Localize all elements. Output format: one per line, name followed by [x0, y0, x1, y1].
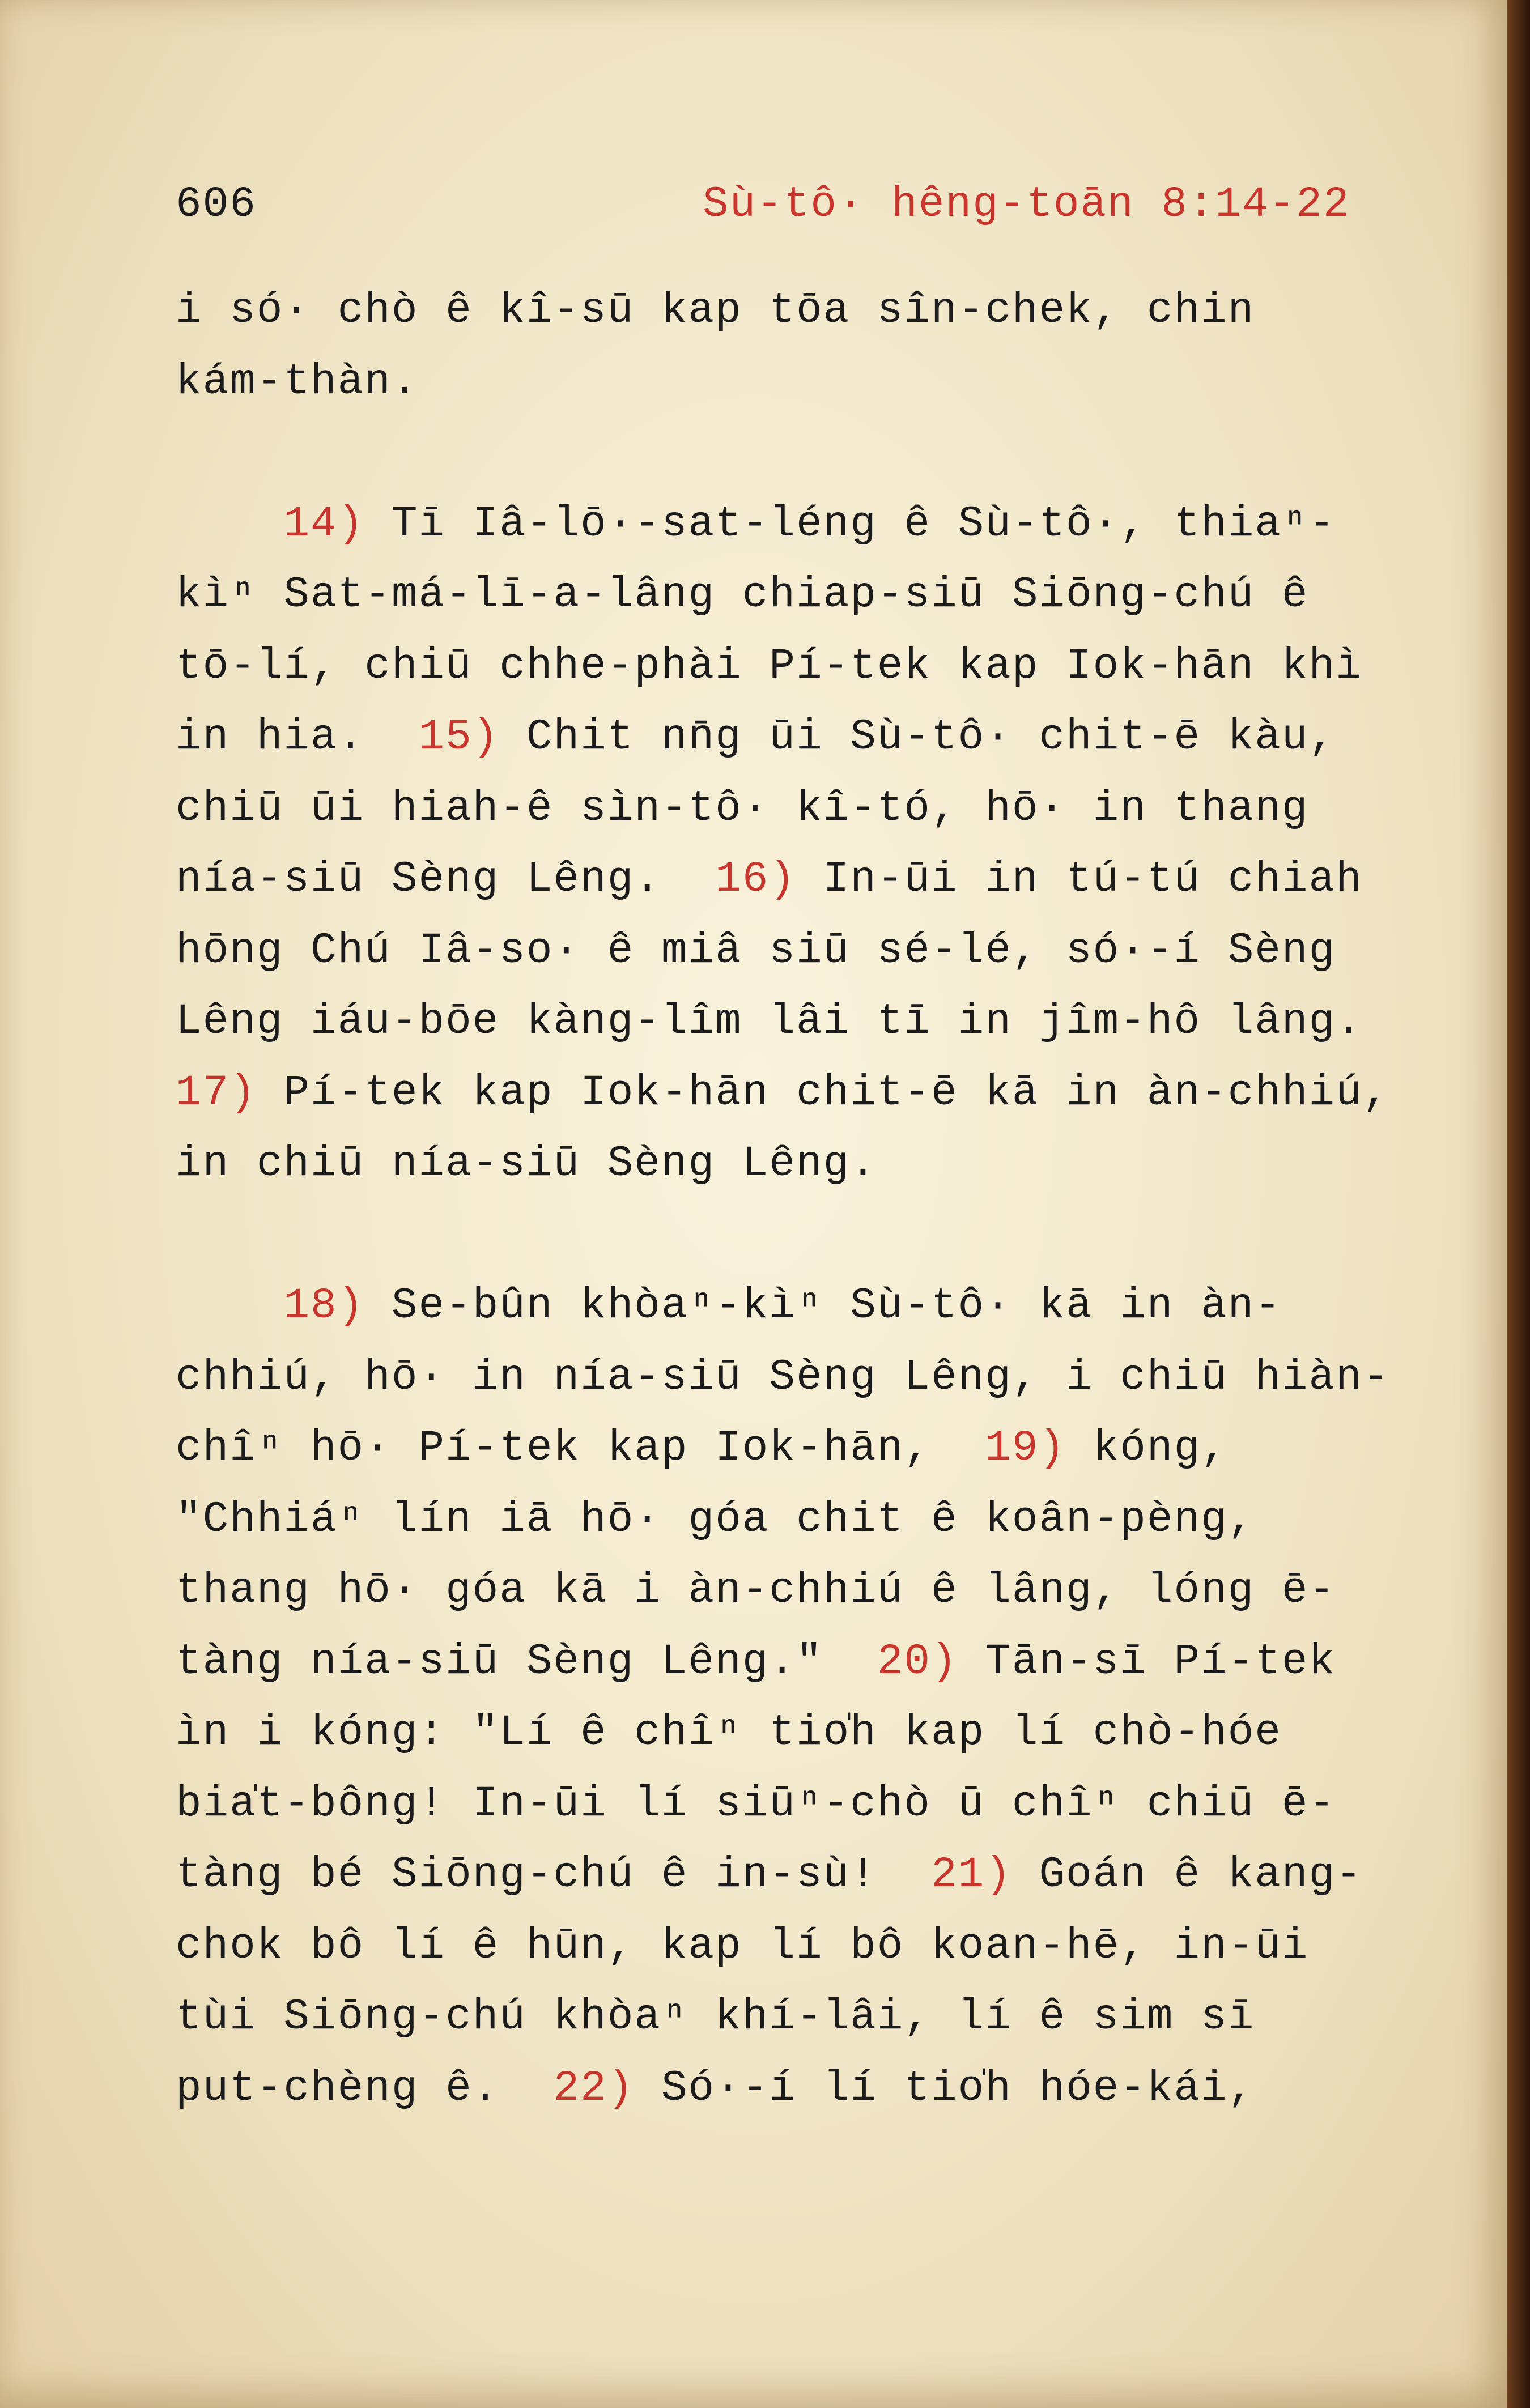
text-segment	[176, 1282, 283, 1330]
text-segment: Tān-sī Pí-tek	[958, 1637, 1336, 1686]
text-segment: tàng nía-siū Sèng Lêng."	[176, 1637, 877, 1686]
text-segment: put-chèng ê.	[176, 2064, 554, 2113]
text-segment: tùi Siōng-chú khòaⁿ khí-lâi, lí ê sim sī	[176, 1993, 1255, 2041]
text-line	[176, 855, 1363, 904]
text-segment: thang hō· góa kā i àn-chhiú ê lâng, lóng ē-	[176, 1566, 1336, 1615]
text-segment: Chit nn̄g ūi Sù-tô· chit-ē kàu,	[499, 713, 1336, 761]
text-line	[176, 1139, 877, 1188]
text-line	[176, 1069, 1389, 1117]
text-segment: chhiú, hō· in nía-siū Sèng Lêng, i chiū hiàn-	[176, 1352, 1390, 1402]
text-segment: tō-lí, chiū chhe-phài Pí-tek kap Iok-hān khì	[176, 641, 1363, 691]
text-line	[176, 997, 1363, 1046]
text-line	[176, 1922, 1309, 1971]
text-segment: chiū ūi hiah-ê sìn-tô· kî-tó, hō· in thang	[176, 784, 1309, 833]
verse-number: 21)	[931, 1850, 1012, 1899]
text-segment: kóng,	[1066, 1424, 1228, 1473]
verse-number: 20)	[877, 1637, 958, 1686]
text-segment: Lêng iáu-bōe kàng-lîm lâi tī in jîm-hô lâng.	[176, 997, 1363, 1046]
text-line	[176, 713, 1336, 761]
text-line	[176, 1495, 1255, 1544]
text-segment: "Chhiáⁿ lín iā hō· góa chit ê koân-pèng,	[176, 1495, 1255, 1544]
text-line	[176, 1850, 1363, 1899]
text-line	[176, 500, 1336, 548]
text-line	[176, 926, 1336, 975]
book-edge	[1507, 0, 1530, 2408]
text-segment: kìⁿ Sat-má-lī-a-lâng chiap-siū Siōng-chú ê	[176, 571, 1309, 619]
text-line	[176, 286, 1255, 335]
text-line	[176, 1282, 1282, 1330]
text-segment: nía-siū Sèng Lêng.	[176, 855, 716, 904]
verse-number: 16)	[715, 855, 796, 904]
text-segment: i só· chò ê kî-sū kap tōa sîn-chek, chin	[176, 286, 1255, 335]
text-line	[176, 2064, 1255, 2113]
text-segment: hōng Chú Iâ-so· ê miâ siū sé-lé, só·-í Sèng	[176, 926, 1336, 975]
text-line	[176, 1566, 1336, 1615]
text-segment: Goán ê kang-	[1012, 1850, 1363, 1899]
text-segment: Tī Iâ-lō·-sat-léng ê Sù-tô·, thiaⁿ-	[364, 499, 1336, 548]
text-segment: Só·-í lí tio̍h hóe-kái,	[634, 2064, 1255, 2113]
text-segment: ìn i kóng: "Lí ê chîⁿ tio̍h kap lí chò-hóe	[176, 1708, 1282, 1757]
text-line	[176, 1353, 1389, 1402]
verse-number: 14)	[283, 499, 365, 548]
text-segment: in hia.	[176, 713, 419, 761]
text-segment: In-ūi in tú-tú chiah	[796, 855, 1363, 904]
text-line	[176, 1780, 1336, 1828]
verse-number: 17)	[176, 1068, 257, 1117]
verse-number: 19)	[985, 1424, 1066, 1473]
text-segment: Pí-tek kap Iok-hān chit-ē kā in àn-chhiú,	[256, 1068, 1390, 1117]
text-segment	[176, 500, 283, 548]
verse-number: 22)	[553, 2064, 635, 2113]
text-segment: bia̍t-bông! In-ūi lí siūⁿ-chò ū chîⁿ chiū ē-	[176, 1779, 1336, 1828]
text-line	[176, 642, 1363, 691]
text-line	[176, 571, 1309, 619]
text-line	[176, 358, 418, 406]
text-line	[176, 1637, 1336, 1686]
text-segment: chok bô lí ê hūn, kap lí bô koan-hē, in-ūi	[176, 1921, 1309, 1971]
text-line	[176, 1708, 1282, 1757]
page-number: 606	[176, 180, 257, 229]
text-segment: Se-bûn khòaⁿ-kìⁿ Sù-tô· kā in àn-	[364, 1282, 1282, 1330]
verse-number: 15)	[418, 713, 500, 761]
text-segment: kám-thàn.	[176, 357, 419, 406]
verse-number: 18)	[283, 1282, 365, 1330]
text-line	[176, 784, 1309, 833]
text-segment: chîⁿ hō· Pí-tek kap Iok-hān,	[176, 1424, 985, 1473]
text-segment: tàng bé Siōng-chú ê in-sù!	[176, 1850, 932, 1899]
text-line	[176, 1424, 1228, 1473]
text-line	[176, 1993, 1255, 2041]
text-segment: in chiū nía-siū Sèng Lêng.	[176, 1139, 877, 1188]
running-title: Sù-tô· hêng-toān 8:14-22	[703, 180, 1350, 229]
